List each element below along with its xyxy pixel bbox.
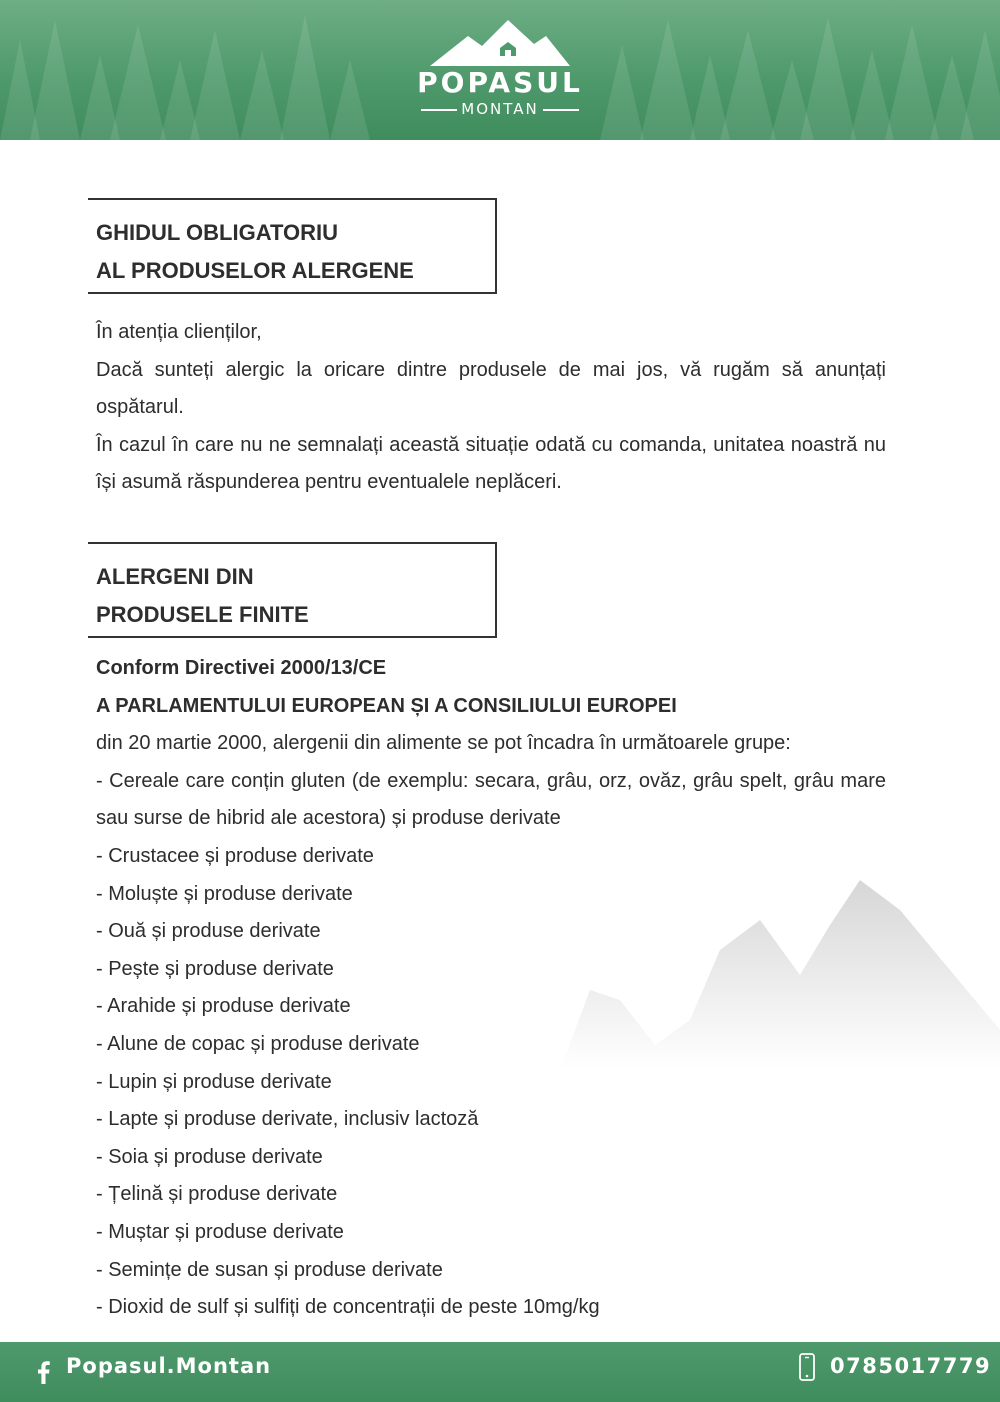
allergen-item: - Ouă și produse derivate: [96, 920, 321, 943]
intro-greeting: În atenția clienților,: [96, 321, 262, 343]
allergens-title-line1: ALERGENI DIN: [96, 564, 254, 589]
allergen-list-section: [96, 650, 886, 1327]
allergens-title-box: [88, 542, 497, 638]
intro-paragraph-1: Dacă sunteți alergic la oricare dintre produsele de mai jos, vă rugăm să anunțați ospătarul.: [96, 358, 886, 419]
allergen-item: - Muștar și produse derivate: [96, 1220, 344, 1243]
allergen-item: - Cereale care conțin gluten (de exemplu: secara, grâu, orz, ovăz, grâu spelt, grâu mare sau surse de hibrid ale acestora) și produse derivate: [96, 769, 886, 830]
allergen-item: - Soia și produse derivate: [96, 1145, 323, 1168]
directive-line-1: Conform Directivei 2000/13/CE: [96, 657, 387, 679]
directive-line-2: A PARLAMENTULUI EUROPEAN ȘI A CONSILIULUI EUROPEI: [96, 694, 677, 717]
allergen-item: - Lapte și produse derivate, inclusiv lactoză: [96, 1108, 479, 1131]
allergen-item: - Pește și produse derivate: [96, 957, 334, 980]
guide-title-line1: GHIDUL OBLIGATORIU: [96, 220, 338, 245]
guide-title-line2: AL PRODUSELOR ALERGENE: [96, 258, 414, 283]
brand-logo: [400, 18, 600, 130]
allergen-item: - Alune de copac și produse derivate: [96, 1032, 420, 1055]
allergen-item: - Semințe de susan și produse derivate: [96, 1258, 443, 1281]
brand-name: POPASUL: [417, 66, 583, 99]
intro-paragraph-2: În cazul în care nu ne semnalați această situație odată cu comanda, unitatea noastră nu își asumă răspunderea pentru eventualele neplăceri.: [96, 433, 886, 494]
allergen-item: - Crustacee și produse derivate: [96, 844, 374, 867]
brand-subtitle: MONTAN: [400, 100, 600, 118]
allergen-item: - Arahide și produse derivate: [96, 995, 351, 1018]
allergen-item: - Dioxid de sulf și sulfiți de concentrații de peste 10mg/kg: [96, 1296, 600, 1319]
allergens-title-line2: PRODUSELE FINITE: [96, 602, 309, 627]
allergen-item: - Lupin și produse derivate: [96, 1070, 332, 1093]
page-header: [0, 0, 1000, 140]
guide-title-box: [88, 198, 497, 294]
phone-number[interactable]: 0785017779: [830, 1354, 992, 1378]
phone-icon: [798, 1352, 816, 1382]
allergen-item: - Moluște și produse derivate: [96, 882, 353, 905]
mountain-logo-icon: [430, 18, 570, 66]
facebook-icon[interactable]: [34, 1360, 52, 1384]
intro-text: [96, 314, 886, 502]
facebook-handle[interactable]: Popasul.Montan: [66, 1354, 272, 1378]
allergen-item: - Țelină și produse derivate: [96, 1183, 338, 1206]
directive-line-3: din 20 martie 2000, alergenii din alimente se pot încadra în următoarele grupe:: [96, 732, 791, 755]
page-footer: [0, 1342, 1000, 1402]
